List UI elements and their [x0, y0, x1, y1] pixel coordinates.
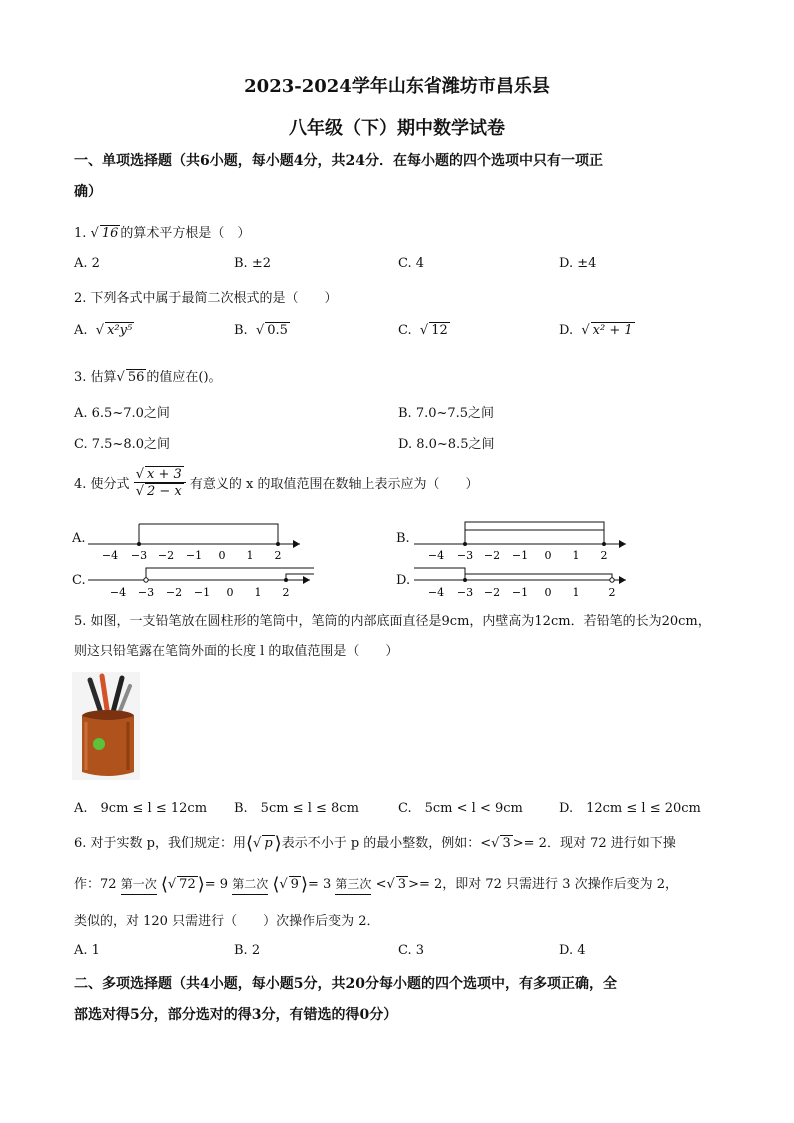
svg-text:−3: −3	[130, 549, 148, 562]
svg-text:0: 0	[218, 549, 226, 562]
section2-heading: 二、多项选择题（共4小题，每小题5分，共20分每小题的四个选项中，有多项正确，全	[74, 976, 617, 992]
pencil-holder-image	[72, 672, 140, 780]
q4-option-d[interactable]: D.	[396, 573, 411, 588]
svg-text:−2: −2	[483, 586, 501, 599]
q4-option-c[interactable]: C.	[72, 573, 86, 588]
question-6-line3: 类似的，对 120 只需进行（ ）次操作后变为 2．	[74, 914, 380, 929]
q2-option-b[interactable]: B. √ 0.5	[234, 323, 288, 338]
q3-option-c[interactable]: C. 7.5~8.0之间	[74, 437, 170, 452]
q5-option-d[interactable]: D. 12cm ≤ l ≤ 20cm	[559, 801, 701, 816]
svg-text:−3: −3	[456, 549, 474, 562]
q1-radicand: 16	[101, 226, 119, 241]
svg-text:−4: −4	[427, 549, 445, 562]
q1-option-b[interactable]: B. ±2	[234, 256, 271, 271]
question-6-line1: 6. 对于实数 p，我们规定：用⟨√ p ⟩表示不小于 p 的最小整数，例如：<√ 3 >= 2．现对 72 进行如下操	[74, 833, 676, 854]
q6-option-b[interactable]: B. 2	[234, 943, 261, 958]
svg-text:−2: −2	[165, 586, 183, 599]
q4-option-b[interactable]: B.	[396, 531, 410, 546]
q2-a-radicand: x²y⁵	[107, 323, 133, 338]
q5-option-c[interactable]: C. 5cm < l < 9cm	[398, 801, 523, 816]
q1-option-c[interactable]: C. 4	[398, 256, 425, 271]
svg-text:−4: −4	[109, 586, 127, 599]
svg-text:0: 0	[544, 549, 552, 562]
svg-text:−1: −1	[185, 549, 203, 562]
q2-c-radicand: 12	[431, 323, 448, 338]
q1-text: 的算术平方根是（ ）	[120, 226, 251, 241]
number-line-b	[414, 518, 644, 564]
svg-text:−4: −4	[101, 549, 119, 562]
svg-text:−1: −1	[511, 549, 529, 562]
number-line-d	[414, 560, 644, 606]
svg-text:0: 0	[544, 586, 552, 599]
number-line-c	[88, 560, 318, 606]
svg-text:−1: −1	[193, 586, 211, 599]
question-2: 2. 下列各式中属于最简二次根式的是（ ）	[74, 291, 338, 306]
section1-heading: 一、单项选择题（共6小题，每小题4分，共24分．在每小题的四个选项中只有一项正	[74, 153, 603, 169]
svg-text:1: 1	[572, 549, 580, 562]
svg-text:1: 1	[254, 586, 262, 599]
exam-title-line2: 八年级（下）期中数学试卷	[289, 118, 505, 139]
q4-fraction: $\frac{√ x + 3}{√ 2 - x}$	[134, 466, 186, 499]
q2-option-a[interactable]: A. √ x²y⁵	[74, 323, 133, 338]
q3-option-a[interactable]: A. 6.5~7.0之间	[74, 406, 170, 421]
svg-text:−3: −3	[456, 586, 474, 599]
question-6-line2: 作：72 第一次 ⟨√ 72 ⟩= 9 第二次 ⟨√ 9 ⟩= 3 第三次 <√ 3 >= 2，即对 72 只需进行 3 次操作后变为 2，	[74, 874, 678, 895]
svg-text:1: 1	[246, 549, 254, 562]
q6-option-c[interactable]: C. 3	[398, 943, 425, 958]
question-5-line1: 5. 如图，一支铅笔放在圆柱形的笔筒中，笔筒的内部底面直径是9cm，内壁高为12cm．若铅笔的长为20cm，	[74, 614, 711, 629]
section2-heading-cont: 部选对得5分，部分选对的得3分，有错选的得0分）	[74, 1007, 398, 1023]
svg-text:2: 2	[282, 586, 290, 599]
q1-option-a[interactable]: A. 2	[74, 256, 100, 271]
section1-heading-cont: 确）	[74, 184, 102, 200]
svg-text:1: 1	[572, 586, 580, 599]
q1-number: 1.	[74, 226, 87, 241]
step-1-arrow: 第一次	[121, 875, 157, 895]
svg-text:0: 0	[226, 586, 234, 599]
number-line-a	[88, 520, 318, 564]
svg-text:2: 2	[608, 586, 616, 599]
question-1: 1. √ 16 的算术平方根是（ ）	[74, 226, 251, 241]
question-5-line2: 则这只铅笔露在笔筒外面的长度 l 的取值范围是（ ）	[74, 644, 399, 659]
q2-option-d[interactable]: D. √ x² + 1	[559, 323, 633, 338]
svg-text:−2: −2	[157, 549, 175, 562]
step-3-arrow: 第三次	[335, 875, 371, 895]
q3-radicand: 56	[127, 370, 145, 385]
q4-option-a[interactable]: A.	[72, 531, 86, 546]
svg-text:2: 2	[600, 549, 608, 562]
exam-title-line1: 2023-2024学年山东省潍坊市昌乐县	[244, 76, 550, 97]
svg-text:2: 2	[274, 549, 282, 562]
q6-option-a[interactable]: A. 1	[74, 943, 100, 958]
q2-option-c[interactable]: C. √ 12	[398, 323, 448, 338]
q3-option-b[interactable]: B. 7.0~7.5之间	[398, 406, 495, 421]
svg-text:−4: −4	[427, 586, 445, 599]
q1-option-d[interactable]: D. ±4	[559, 256, 597, 271]
svg-text:−3: −3	[137, 586, 155, 599]
q5-option-b[interactable]: B. 5cm ≤ l ≤ 8cm	[234, 801, 359, 816]
svg-text:−1: −1	[511, 586, 529, 599]
q2-d-radicand: x² + 1	[592, 323, 633, 338]
q3-option-d[interactable]: D. 8.0~8.5之间	[398, 437, 495, 452]
q6-option-d[interactable]: D. 4	[559, 943, 586, 958]
question-3: 3. 估算√ 56 的值应在()。	[74, 370, 222, 385]
step-2-arrow: 第二次	[232, 875, 268, 895]
q2-b-radicand: 0.5	[267, 323, 288, 338]
svg-text:−2: −2	[483, 549, 501, 562]
question-4: 4. 使分式 $\frac{√ x + 3}{√ 2 - x}$ 有意义的 x 的取值范围在数轴上表示应为（ ）	[74, 467, 479, 499]
q5-option-a[interactable]: A. 9cm ≤ l ≤ 12cm	[74, 801, 208, 816]
